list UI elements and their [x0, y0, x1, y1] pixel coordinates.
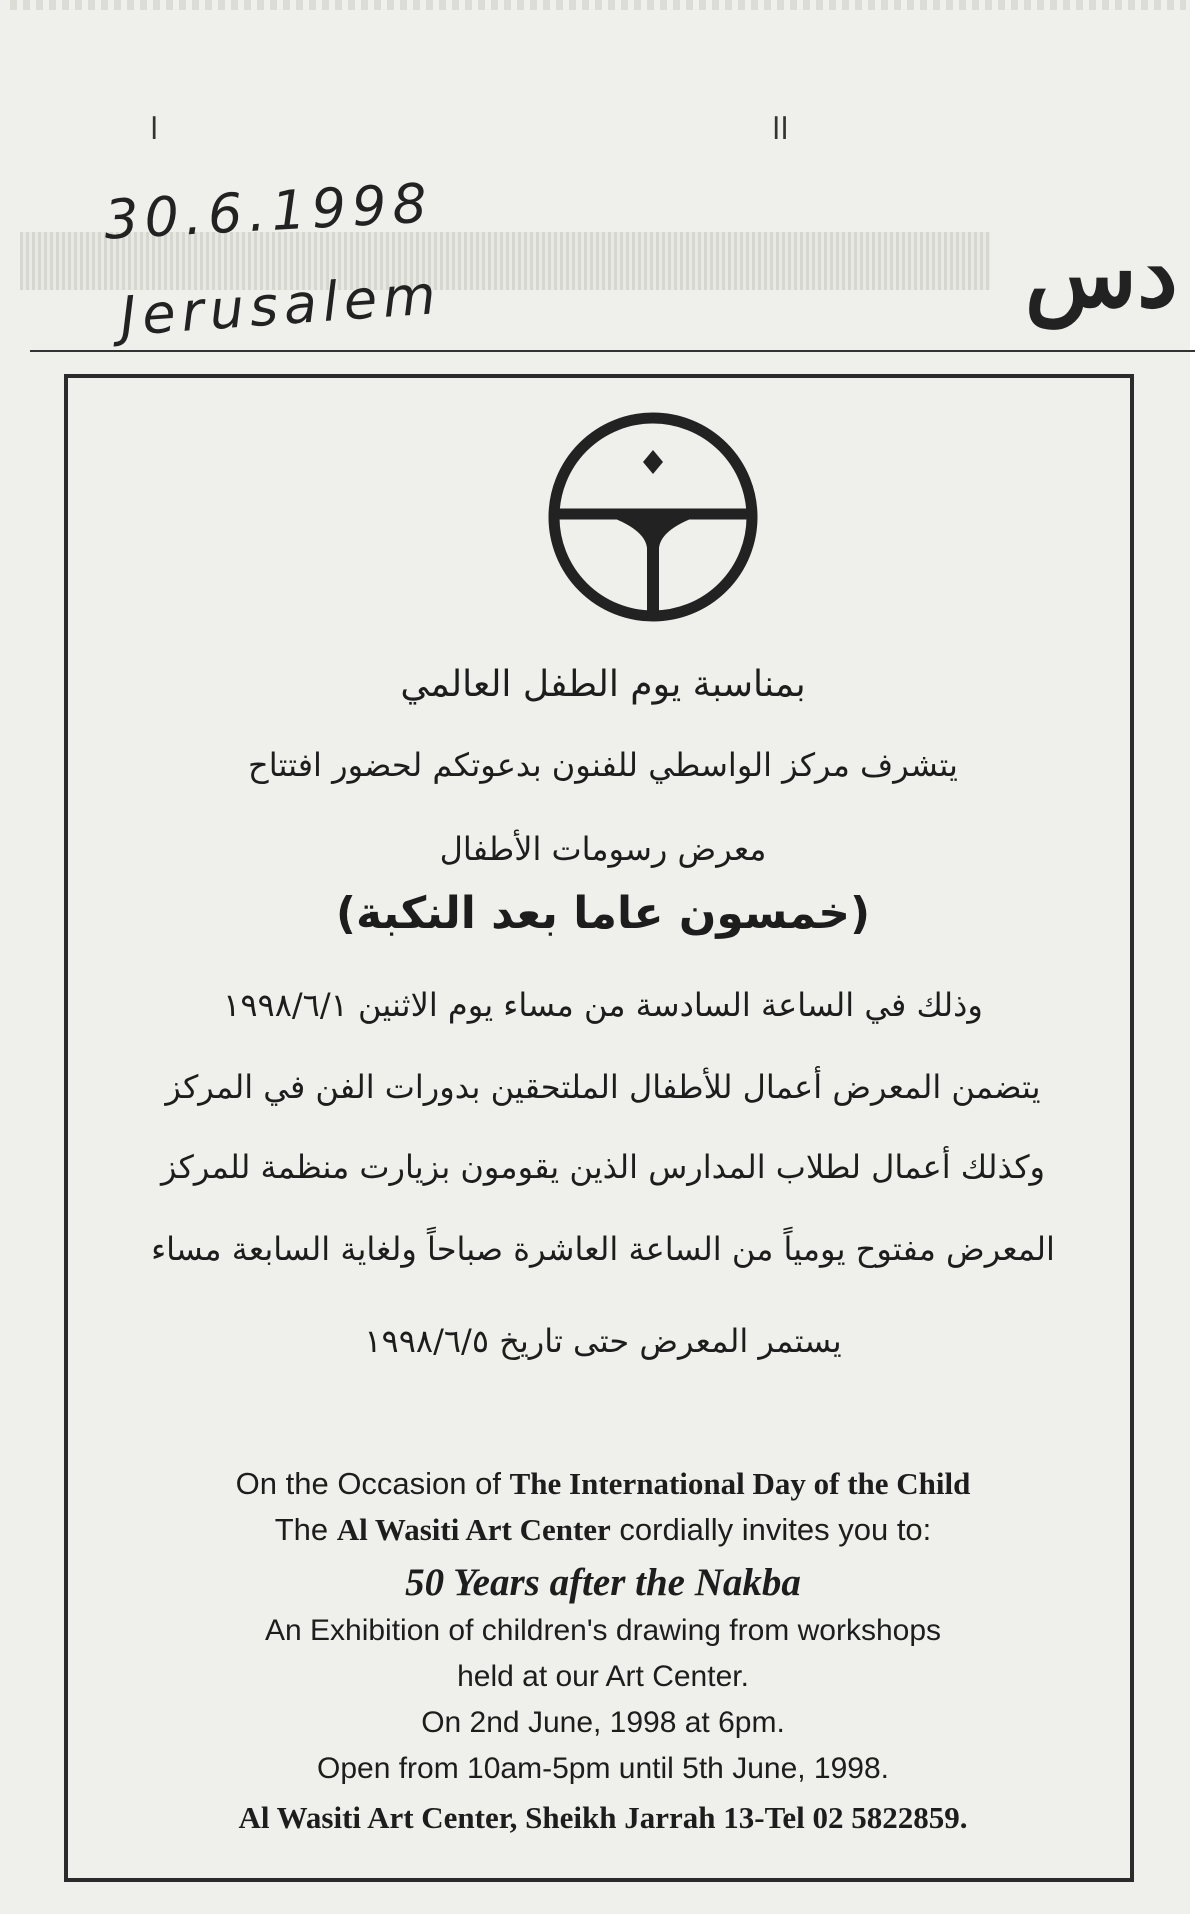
english-description-2: held at our Art Center. — [457, 1660, 749, 1693]
arabic-contents-1: يتضمن المعرض أعمال للأطفال الملتحقين بدورات الفن في المركز — [165, 1068, 1041, 1106]
english-title: 50 Years after the Nakba — [405, 1561, 801, 1604]
masthead-rule — [30, 350, 1195, 352]
invite-center: Al Wasiti Art Center — [336, 1512, 611, 1547]
english-address: Al Wasiti Art Center, Sheikh Jarrah 13-Tel 02 5822859. — [238, 1800, 968, 1835]
arabic-occasion: بمناسبة يوم الطفل العالمي — [400, 664, 806, 705]
handwritten-city: Jerusalem — [118, 262, 444, 349]
english-date: On 2nd June, 1998 at 6pm. — [421, 1706, 785, 1739]
pen-mark-left: ا — [150, 112, 159, 147]
arabic-contents-2: وكذلك أعمال لطلاب المدارس الذين يقومون بزيارت منظمة للمركز — [160, 1148, 1045, 1186]
english-occasion — [88, 1466, 1118, 1502]
handwritten-date: 30.6.1998 — [102, 171, 435, 252]
invite-the: The — [274, 1512, 337, 1547]
english-hours: Open from 10am-5pm until 5th June, 1998. — [317, 1752, 889, 1785]
arabic-hours: المعرض مفتوح يومياً من الساعة العاشرة صباحاً ولغاية السابعة مساء — [151, 1230, 1055, 1268]
english-description-1: An Exhibition of children's drawing from workshops — [264, 1614, 942, 1647]
invite-suffix: cordially invites you to: — [610, 1512, 932, 1547]
advertisement-box — [64, 374, 1134, 1882]
english-invitation — [88, 1512, 1118, 1548]
occasion-name: The International Day of the Child — [509, 1466, 971, 1501]
arabic-opening-time: وذلك في الساعة السادسة من مساء يوم الاثنين ١٩٩٨/٦/١ — [223, 986, 983, 1024]
occasion-prefix: On the Occasion of — [235, 1466, 510, 1501]
arabic-invitation: يتشرف مركز الواسطي للفنون بدعوتكم لحضور افتتاح — [248, 746, 958, 784]
pen-mark-right: اا — [772, 112, 789, 147]
art-center-emblem-icon — [544, 408, 762, 626]
torn-edge — [10, 0, 1186, 10]
arabic-end-date: يستمر المعرض حتى تاريخ ١٩٩٨/٦/٥ — [364, 1322, 842, 1360]
arabic-exhibition: معرض رسومات الأطفال — [439, 830, 767, 868]
masthead-fragment: دس — [1024, 220, 1178, 328]
arabic-title: (خمسون عاما بعد النكبة) — [335, 888, 871, 939]
